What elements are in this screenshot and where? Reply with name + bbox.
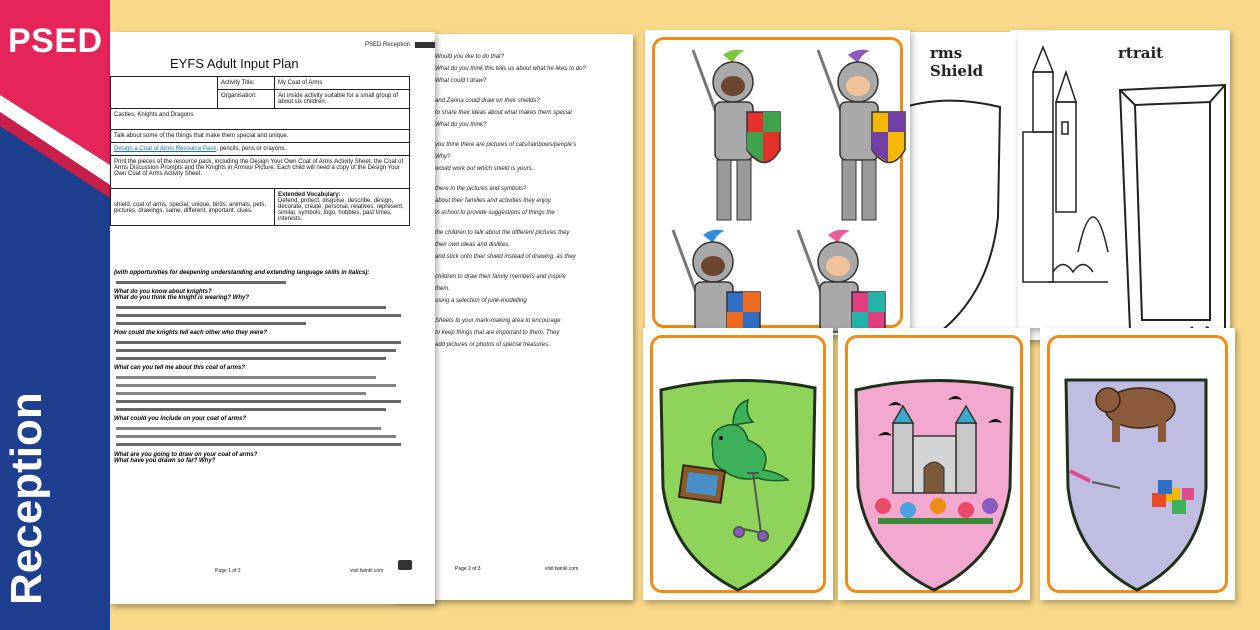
text-line (116, 392, 366, 395)
vocab-left-text: shield, coat of arms, special, unique, birds, animals, pets, pictures, drawings, same, different, important, clues. (114, 202, 267, 214)
text-line (116, 408, 386, 411)
text-line (116, 322, 306, 325)
page2-text-line: the children to talk about the different pictures they (435, 230, 570, 236)
page2-text-line: What do you think this tells us about what he likes to do? (435, 66, 586, 72)
footer-site: visit twinkl.com (350, 568, 384, 574)
plan-page-1 (110, 32, 435, 604)
text-line (116, 384, 396, 387)
page2-text-line: Would you like to do that? (435, 54, 505, 60)
question-5: What could you include on your coat of arms? (114, 416, 247, 422)
page2-text-line: would work out which shield is yours. (435, 166, 534, 172)
activity-title-value: My Coat of Arms (275, 77, 410, 90)
page2-text-line: their own ideas and dislikes. (435, 242, 511, 248)
shield-title: rms Shield (930, 44, 984, 80)
page2-text-line: about their families and activities they enjoy. (435, 198, 552, 204)
header-tag: PSED Reception (365, 42, 411, 48)
footer-page: Page 1 of 3 (215, 568, 241, 574)
page2-text-line: add pictures or photos of special treasures. (435, 342, 550, 348)
twinkl-logo-icon (398, 560, 412, 570)
castle-outline-icon (1018, 32, 1113, 328)
text-line (116, 349, 396, 352)
activity-title-label: Activity Title: (218, 77, 275, 90)
book-icon (679, 465, 725, 503)
dragon-shield-card (643, 328, 833, 600)
text-line (116, 357, 386, 360)
knights-card (645, 30, 910, 335)
page2-text-line: Why? (435, 154, 451, 160)
page2-text-line: What could I draw? (435, 78, 487, 84)
resource-link[interactable]: Design a Coat of Arms Resource Pack (114, 146, 217, 152)
bear-shield-card (1040, 328, 1235, 600)
question-7: What have you drawn so far? Why? (114, 458, 216, 464)
page2-text-line: there in the pictures and symbols? (435, 186, 527, 192)
page2-text-line: you think there are pictures of cats/rainbows/people's (435, 142, 577, 148)
castle-shield-card (838, 328, 1030, 600)
page2-text-line: What do you think? (435, 122, 487, 128)
aim: Talk about some of the things that make them special and unique. (111, 130, 410, 143)
knight-3-icon (673, 230, 760, 343)
question-1: What do you know about knights? (114, 289, 212, 295)
page2-text-line: using a selection of junk-modelling (435, 298, 527, 304)
resource-rest: , pencils, pens or crayons. (216, 146, 287, 152)
reception-label: Reception (2, 392, 51, 605)
text-line (116, 400, 401, 403)
text-line (116, 281, 286, 284)
text-line (116, 376, 376, 379)
question-2: What do you think the knight is wearing? Why? (114, 295, 249, 301)
text-line (116, 435, 396, 438)
question-4: What can you tell me about this coat of arms? (114, 365, 246, 371)
knight-2-icon (818, 50, 905, 220)
vocab-label: Extended Vocabulary: (278, 192, 341, 198)
question-6: What are you going to draw on your coat of arms? (114, 452, 258, 458)
page2-text-line: to share their ideas about what makes them special (435, 110, 572, 116)
page2-text-line: and stick onto their shield instead of drawing, as they (435, 254, 576, 260)
text-line (116, 314, 401, 317)
organisation-value: An inside activity suitable for a small group of about six children. (275, 90, 410, 109)
knight-1-icon (693, 50, 780, 220)
vocab-left (111, 189, 275, 226)
text-line (116, 306, 386, 309)
page2-text-line: children to draw their family members and inspire (435, 274, 566, 280)
portrait-title: rtrait (1118, 44, 1164, 62)
prep-text: Print the pieces of the resource pack, including the Design Your Own Coat of Arms Activity Sheet, the Coat of Arms Discussion Prompts and the Knights in Armour Picture. Each child will need a copy of the Design Your Own Coat of Arms Activity Sheet. (111, 156, 410, 189)
header-bar (415, 42, 435, 48)
page2-footer-page: Page 2 of 3 (455, 566, 481, 572)
topic: Castles, Knights and Dragons (111, 109, 410, 130)
text-line (116, 341, 401, 344)
text-line (116, 427, 381, 430)
organisation-label: Organisation: (218, 90, 275, 109)
page2-text-line: and Zarina could draw on their shields? (435, 98, 540, 104)
question-3: How could the knights tell each other who they were? (114, 330, 268, 336)
page2-text-line: Sheets to your mark-making area to encourage (435, 318, 561, 324)
page2-footer-site: visit twinkl.com (545, 566, 579, 572)
page2-text-line: to keep things that are important to them. They (435, 330, 560, 336)
text-line (116, 443, 401, 446)
page2-text-line: in school to provide suggestions of things the (435, 210, 555, 216)
vocab-right-text: Defend, protect, disguise, describe, design, decorate, create, personal, relatives, represent, similar, symbols, logo, hobbies, past times, interests. (278, 198, 404, 222)
psed-label: PSED (8, 22, 103, 60)
page-title: EYFS Adult Input Plan (170, 56, 299, 71)
knight-4-icon (798, 230, 885, 343)
vocab-right (275, 189, 410, 226)
italic-intro: (with opportunities for deepening understanding and extending language skills in italics): (114, 270, 370, 276)
page2-text-line: them. (435, 286, 451, 292)
